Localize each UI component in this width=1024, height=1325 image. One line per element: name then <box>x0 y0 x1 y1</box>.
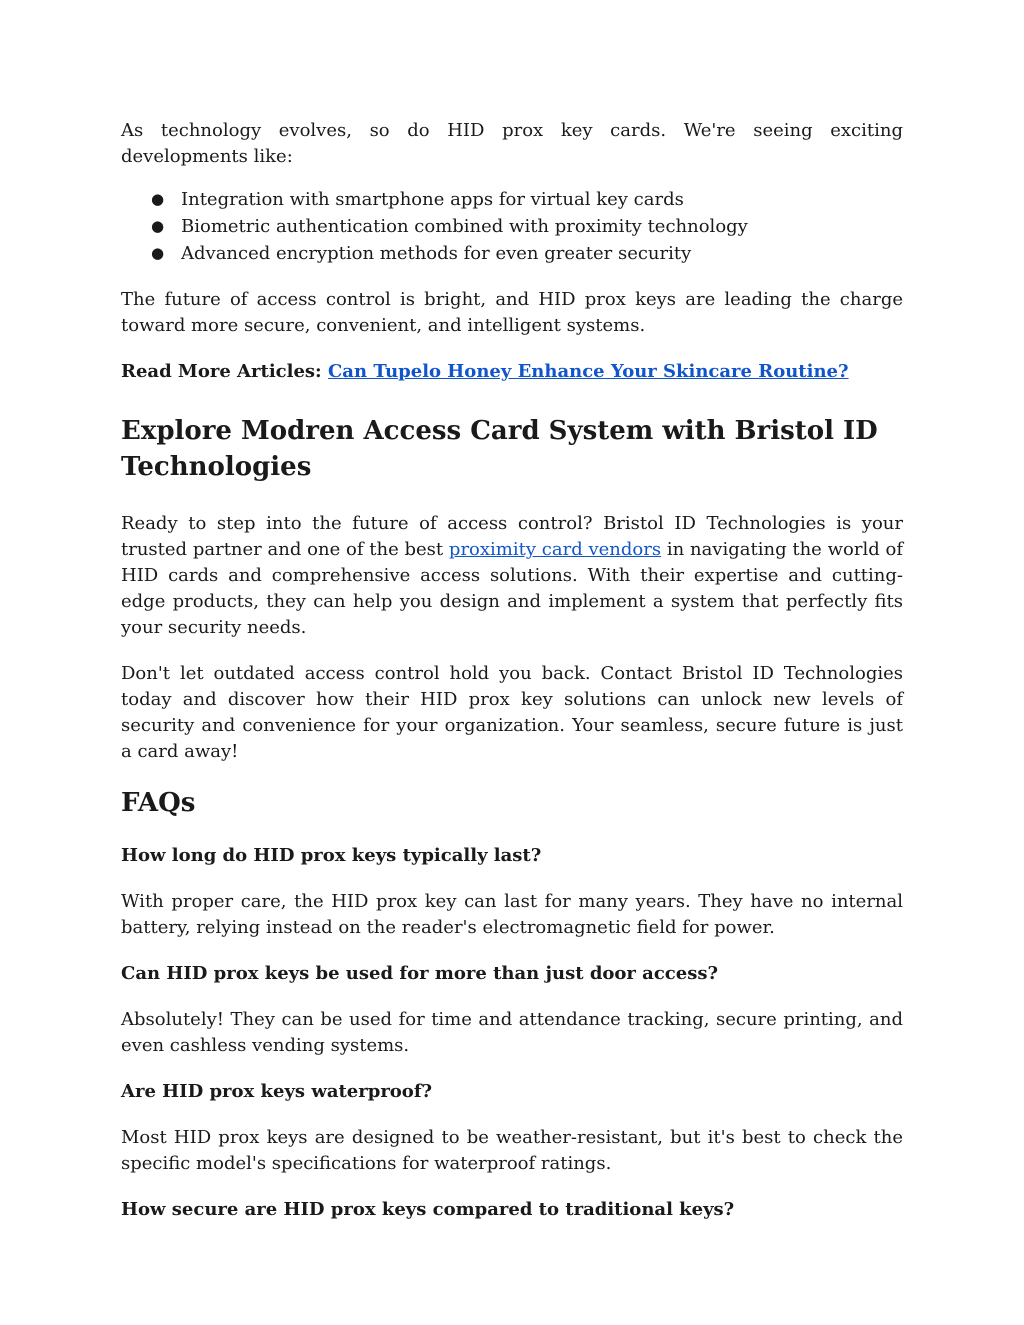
faq-question: Can HID prox keys be used for more than just door access? <box>121 963 719 984</box>
faq-question: How long do HID prox keys typically last? <box>121 845 542 866</box>
intro-paragraph: As technology evolves, so do HID prox key cards. We're seeing exciting developments like: <box>121 120 903 167</box>
bullet-icon: ● <box>151 217 165 235</box>
read-more-label: Read More Articles: <box>121 361 322 382</box>
list-item: ● Biometric authentication combined with proximity technology <box>151 213 903 240</box>
explore-paragraph: Ready to step into the future of access control? Bristol ID Technologies is your trusted partner and one of the best proximity card vendors in navigating the world of HID cards and comprehensive access solutions. With their expertise and cutting-edge products, they can help you design and implement a system that perfectly fits your security needs. <box>121 513 903 638</box>
contact-paragraph: Don't let outdated access control hold you back. Contact Bristol ID Technologies today and discover how their HID prox key solutions can unlock new levels of security and convenience for your organization. Your seamless, secure future is just a card away! <box>121 663 903 762</box>
list-item: ● Integration with smartphone apps for virtual key cards <box>151 186 903 213</box>
bullet-icon: ● <box>151 190 165 208</box>
developments-list <box>121 186 903 267</box>
proximity-card-vendors-link[interactable]: proximity card vendors <box>448 539 662 560</box>
bullet-icon: ● <box>151 244 165 262</box>
faq-heading: FAQs <box>121 788 196 818</box>
section-heading: Explore Modren Access Card System with Bristol ID Technologies <box>121 416 878 482</box>
list-item: ● Advanced encryption methods for even greater security <box>151 240 903 267</box>
read-more-line <box>121 359 903 385</box>
faq-answer: Absolutely! They can be used for time and attendance tracking, secure printing, and even cashless vending systems. <box>121 1009 903 1056</box>
faq-answer: With proper care, the HID prox key can last for many years. They have no internal battery, relying instead on the reader's electromagnetic field for power. <box>121 891 903 938</box>
document-page <box>121 118 903 1243</box>
faq-question: How secure are HID prox keys compared to traditional keys? <box>121 1199 735 1220</box>
faq-answer: Most HID prox keys are designed to be weather-resistant, but it's best to check the specific model's specifications for waterproof ratings. <box>121 1127 903 1174</box>
read-more-link[interactable]: Can Tupelo Honey Enhance Your Skincare Routine? <box>327 361 849 382</box>
faq-question: Are HID prox keys waterproof? <box>121 1081 433 1102</box>
future-paragraph: The future of access control is bright, and HID prox keys are leading the charge toward more secure, convenient, and intelligent systems. <box>121 289 903 336</box>
